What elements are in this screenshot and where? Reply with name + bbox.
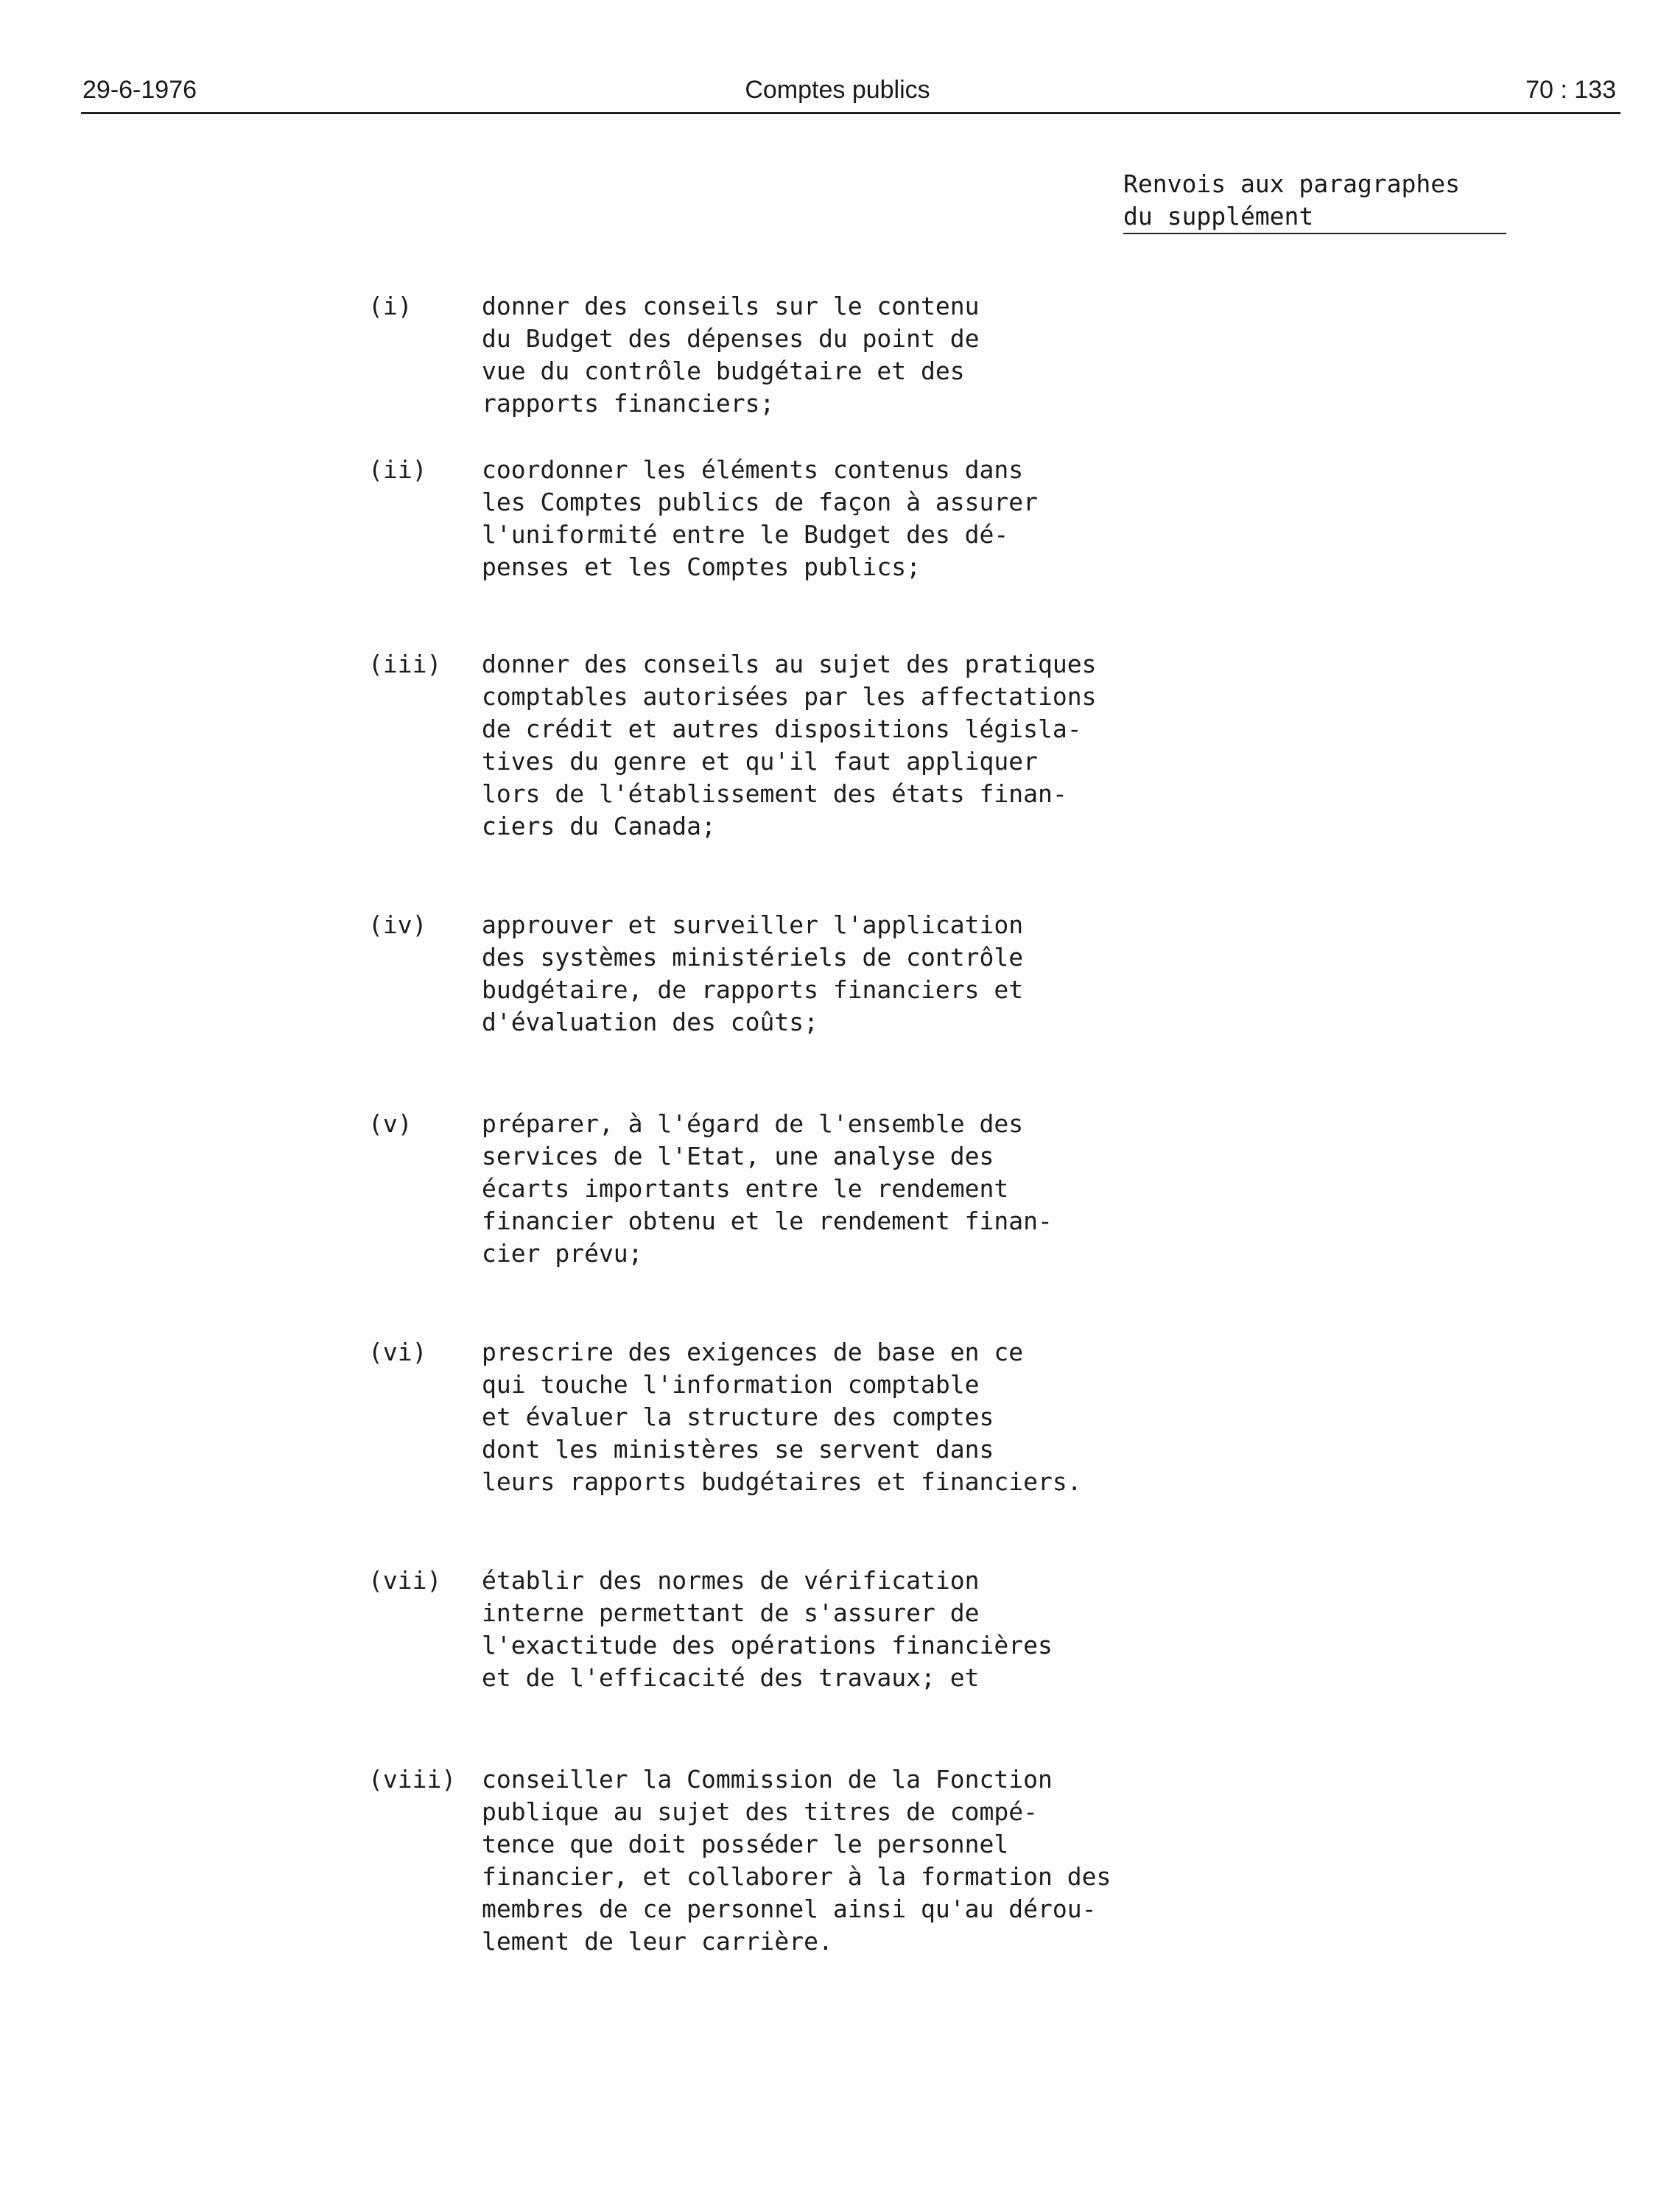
item-line: des systèmes ministériels de contrôle	[482, 943, 1024, 972]
item-line: budgétaire, de rapports financiers et	[482, 975, 1024, 1004]
renvois-heading-line2: du supplément	[1123, 200, 1506, 234]
item-line: coordonner les éléments contenus dans	[482, 455, 1024, 484]
item-line: donner des conseils au sujet des pratiques	[482, 650, 1097, 678]
header-page-number: 70 : 133	[1525, 76, 1616, 104]
item-number: (viii)	[368, 1765, 457, 1794]
item-number: (vi)	[368, 1338, 427, 1366]
item-line: l'uniformité entre le Budget des dé-	[482, 520, 1009, 549]
item-line: financier, et collaborer à la formation des	[482, 1862, 1112, 1891]
item-text	[482, 1763, 1255, 1958]
item-line: conseiller la Commission de la Fonction	[482, 1765, 1053, 1794]
item-line: cier prévu;	[482, 1239, 643, 1268]
item-line: du Budget des dépenses du point de	[482, 324, 980, 353]
item-text	[482, 1565, 1255, 1694]
item-line: l'exactitude des opérations financières	[482, 1631, 1053, 1660]
item-line: lors de l'établissement des états finan-	[482, 779, 1067, 808]
item-text	[482, 290, 1255, 420]
item-line: financier obtenu et le rendement finan-	[482, 1207, 1053, 1235]
item-line: établir des normes de vérification	[482, 1566, 980, 1595]
item-line: et évaluer la structure des comptes	[482, 1402, 994, 1431]
item-text	[482, 454, 1255, 583]
item-text	[482, 1108, 1255, 1270]
renvois-heading	[1123, 168, 1506, 234]
item-line: membres de ce personnel ainsi qu'au dérou-	[482, 1895, 1097, 1923]
item-line: donner des conseils sur le contenu	[482, 292, 980, 320]
item-line: les Comptes publics de façon à assurer	[482, 488, 1038, 516]
item-number: (iii)	[368, 650, 442, 678]
item-line: rapports financiers;	[482, 389, 775, 418]
renvois-heading-line1: Renvois aux paragraphes	[1123, 169, 1460, 198]
item-line: services de l'Etat, une analyse des	[482, 1142, 994, 1170]
item-line: tence que doit posséder le personnel	[482, 1830, 1009, 1858]
item-number: (i)	[368, 292, 412, 320]
item-line: préparer, à l'égard de l'ensemble des	[482, 1109, 1024, 1138]
item-line: approuver et surveiller l'application	[482, 910, 1024, 939]
item-number: (v)	[368, 1109, 412, 1138]
header-date: 29-6-1976	[82, 76, 197, 104]
item-line: publique au sujet des titres de compé-	[482, 1797, 1038, 1826]
item-line: penses et les Comptes publics;	[482, 552, 921, 581]
header-title: Comptes publics	[745, 76, 930, 104]
item-line: qui touche l'information comptable	[482, 1370, 980, 1399]
item-line: écarts importants entre le rendement	[482, 1174, 1009, 1203]
item-line: vue du contrôle budgétaire et des	[482, 357, 965, 385]
item-line: ciers du Canada;	[482, 812, 716, 840]
item-line: tives du genre et qu'il faut appliquer	[482, 747, 1038, 776]
item-line: interne permettant de s'assurer de	[482, 1598, 980, 1627]
header-rule	[81, 112, 1620, 114]
item-line: et de l'efficacité des travaux; et	[482, 1663, 980, 1692]
item-text	[482, 648, 1255, 843]
item-number: (vii)	[368, 1566, 442, 1595]
item-line: lement de leur carrière.	[482, 1927, 833, 1956]
item-line: prescrire des exigences de base en ce	[482, 1338, 1024, 1366]
item-line: dont les ministères se servent dans	[482, 1435, 994, 1464]
item-text	[482, 909, 1255, 1039]
item-line: d'évaluation des coûts;	[482, 1008, 818, 1036]
item-number: (iv)	[368, 910, 427, 939]
item-line: comptables autorisées par les affectations	[482, 682, 1097, 711]
item-number: (ii)	[368, 455, 427, 484]
item-line: leurs rapports budgétaires et financiers.	[482, 1467, 1082, 1496]
item-line: de crédit et autres dispositions législa-	[482, 714, 1082, 743]
item-text	[482, 1336, 1255, 1498]
